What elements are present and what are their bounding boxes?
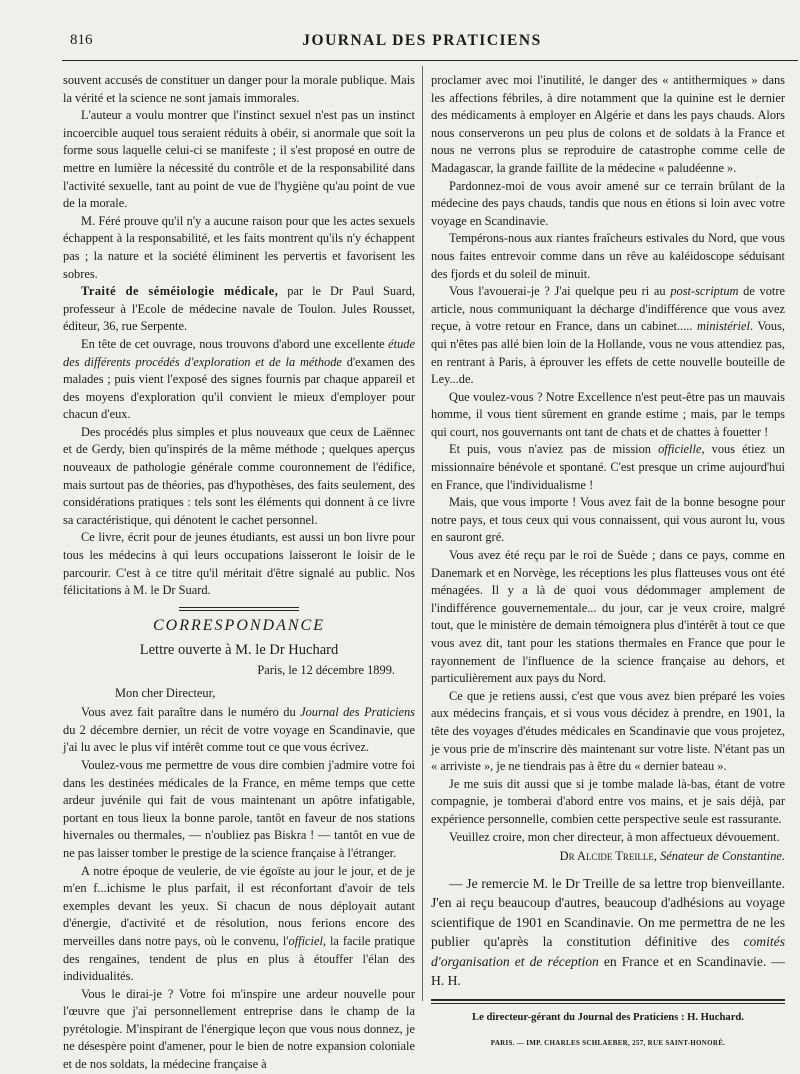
section-separator (179, 607, 299, 611)
text-run: , vous étiez un missionnaire bénévole et spontané. C'est presque un crime aujourd'hui en France, que l'individualisme ! (431, 442, 785, 492)
letter-date: Paris, le 12 décembre 1899. (257, 663, 395, 677)
signature-name: Dr Alcide Treille, (559, 849, 661, 864)
paragraph: souvent accusés de constituer un danger pour la morale publique. Mais la vérité et la science ne sont jamais immorales. (63, 73, 415, 105)
text-run: Vous l'avouerai-je ? J'ai quelque peu ri au (449, 284, 671, 299)
italic-run: post-scriptum (670, 284, 739, 299)
paragraph: M. Féré prouve qu'il n'y a aucune raison pour que les actes sexuels échappent à la responsabilité, et les faits montrent qu'ils n'y échappent pas ; la nature et la société éliminent les pervertis et favorisent les sobres. (63, 213, 415, 281)
text-run: , la facile pratique des rengaines, tendent de plus en plus à étouffer l'élan des individualités. (63, 933, 415, 984)
paragraph: Je me suis dit aussi que si je tombe malade là-bas, étant de votre compagnie, je tomberai d'abord entre vos mains, et je sais déjà, par expérience personnelle, combien cette perspective seule est rassurante. (431, 776, 785, 826)
paragraph: Vous avez été reçu par le roi de Suède ; dans ce pays, comme en Danemark et en Norvège, les réceptions les plus flatteuses vous ont été ménagées. Il y a là de quoi vous dédommager amplement de l'indifférence gouvernementale... du jour, car je veux croire, malgré tout, que le ministère de demain témoignera plus d'intérêt à tout ce que vous avez dit, tant pour les stations thermales en France que pour le rayonnement de l'influence de la science française au dehors, et particulièrement aux pays du Nord. (431, 548, 785, 686)
italic-run: officielle (658, 442, 702, 457)
left-column (63, 72, 415, 1074)
paragraph (63, 863, 415, 986)
printer-line: PARIS. — IMP. CHARLES SCHLAEBER, 257, RUE SAINT-HONORÉ. (490, 1039, 726, 1048)
letter-salutation: Mon cher Directeur, (115, 685, 216, 700)
italic-run: ministériel (696, 319, 750, 334)
text-run: en France et en Scandinavie. — H. H. (431, 953, 785, 989)
text-run: Vous avez fait paraître dans le numéro du (81, 705, 301, 720)
text-run: Et puis, vous n'aviez pas de mission (449, 442, 659, 457)
text-run: A notre époque de veulerie, de vie égoïste au jour le jour, et de je m'en f...ichisme le plus parfait, il est réconfortant d'avoir de tels exemples devant les yeux. Si chacun de nous déployait autant d'énergie, d'activité et de résolution, nous ferions encore des merveilles dans notre pays, où le convenu, l' (63, 863, 415, 948)
director-line: Le directeur-gérant du Journal des Praticiens : H. Huchard. (472, 1011, 744, 1023)
page-header (70, 32, 774, 54)
italic-run: étude des différents procédés d'exploration et de la méthode (63, 336, 415, 369)
paragraph (63, 704, 415, 757)
paragraph: Ce livre, écrit pour de jeunes étudiants, est aussi un bon livre pour tous les médecins à qui leurs occupations laisseront le loisir de le parcourir. C'est à ce titre qu'il méritait d'être signalé au public. Nos félicitations à M. le Dr Suard. (63, 530, 415, 598)
text-run: de votre article, nous communiquant la décharge d'indifférence que vous avez reçue, à votre retour en France, dans un cabinet..... (431, 284, 785, 334)
paragraph (431, 441, 785, 494)
signature-title: Sénateur de Constantine. (660, 849, 785, 864)
book-review-title: Traité de séméiologie médicale, (81, 284, 279, 299)
paragraph: Vous le dirai-je ? Votre foi m'inspire une ardeur nouvelle pour l'œuvre que j'ai personnellement entreprise dans le champ de la pyrétologie. M'inspirant de l'énergique leçon que vous nous donnez, je ne désespère point d'amener, pour le bien de notre expansion coloniale et de nos soldats, la médecine française à (63, 986, 415, 1072)
paragraph: Veuillez croire, mon cher directeur, à mon affectueux dévouement. (449, 829, 780, 844)
column-divider (422, 66, 423, 1001)
editor-note (431, 874, 785, 991)
italic-run: Journal des Praticiens (300, 705, 416, 720)
letter-title: Lettre ouverte à M. le Dr Huchard (139, 642, 339, 659)
paragraph: Que voulez-vous ? Notre Excellence n'est peut-être pas un mauvais homme, il vous tient sûrement en grande estime ; mais, par le temps qui court, nos gouvernants ont tant de chats et de chattes à fouetter ! (431, 389, 785, 439)
paragraph (63, 336, 415, 424)
header-rule (62, 60, 798, 61)
paragraph: Tempérons-nous aux riantes fraîcheurs estivales du Nord, que vous nous faites entrevoir comme dans un rêve au kaléidoscope séduisant des fjords et du soleil de minuit. (431, 231, 785, 281)
paragraph: Pardonnez-moi de vous avoir amené sur ce terrain brûlant de la médecine des pays chauds, tandis que nous en étions si loin avec votre voyage en Scandinavie. (431, 178, 785, 228)
paragraph: proclamer avec moi l'inutilité, le danger des « antithermiques » dans les affections fébriles, à dire notamment que la quinine est le dernier des médicaments à employer en Algérie et dans les pays chauds. Alors nous conserverons un peu plus de colons et de soldats à la France et nous ne verrons plus se reproduire de catastrophe comme celle de Madagascar, la grande faillite de la médecine « paludéenne ». (431, 73, 785, 175)
footer-rule (431, 999, 785, 1004)
italic-run: comités d'organisation et de réception (431, 934, 785, 969)
right-column (431, 72, 785, 1053)
text-run: du 2 décembre dernier, un récit de votre voyage en Scandinavie, que j'ai lu avec le plus vif intérêt comme tout ce que vous écrivez. (63, 722, 415, 755)
paragraph: Ce que je retiens aussi, c'est que vous avez bien préparé les voies aux médecins français, et si vous vous décidez à prendre, en 1901, la tête des voyages d'études médicales en Scandinavie que vous projetez, je vous prie de m'inscrire dès maintenant sur votre liste. N'étant pas un « arriviste », je ne tiendrais pas à être du « dernier bateau ». (431, 688, 785, 774)
paragraph: Voulez-vous me permettre de vous dire combien j'admire votre foi dans les destinées médicales de la France, en même temps que cette ardeur juvénile qui fait de vous maintenant un apôtre infatigable, portant en tous lieux la bonne parole, tantôt en faveur de nos stations hivernales ou thermales, — n'oubliez pas Biskra ! — tantôt en vue de ne pas laisser tomber le prestige de la science française à l'étranger. (63, 757, 415, 860)
journal-title: JOURNAL DES PRATICIENS (302, 32, 542, 49)
section-heading: CORRESPONDANCE (153, 616, 325, 634)
paragraph: L'auteur a voulu montrer que l'instinct sexuel n'est pas un instinct incoercible auquel tous seraient réduits à obéir, si anormale que soit la forme sous laquelle celui-ci se manifeste ; il s'est proposé en outre de mettre en lumière la nécessité du contrôle et de la responsabilité dans l'activité sexuelle, tant au point de vue de l'hygiène qu'au point de vue de la morale. (63, 108, 415, 211)
paragraph (431, 283, 785, 389)
text-run: d'examen des malades ; puis vient l'exposé des signes fournis par chaque appareil et des moyens d'exploration qu'il convient le mieux d'employer pour chacun d'eux. (63, 354, 415, 422)
book-review-entry (63, 283, 415, 336)
paragraph: Des procédés plus simples et plus nouveaux que ceux de Laënnec et de Gerdy, bien qu'inspirés de la même méthode ; quelques aperçus nouveaux de pathologie générale comme couronnement de l'édifice, mais surtout pas de théories, pas d'hypothèses, des faits seulement, des considérations pratiques : tels sont les éléments qui donnent à ce livre sa caractéristique, qui dénotent le cachet personnel. (63, 424, 415, 527)
page-number: 816 (70, 32, 93, 48)
text-run: En tête de cet ouvrage, nous trouvons d'abord une excellente (81, 336, 389, 351)
text-run: — Je remercie M. le Dr Treille de sa lettre trop bienveillante. J'en ai reçu beaucoup d'autres, beaucoup d'adhésions au voyage scientifique de 1901 en Scandinavie. On me permettra de ne les publier qu'après la constitution définitive des (431, 875, 785, 950)
book-review-details: par le Dr Paul Suard, professeur à l'Ecole de médecine navale de Toulon. Jules Rousset, éditeur, 36, rue Serpente. (63, 284, 415, 334)
letter-signature (431, 848, 785, 866)
paragraph: Mais, que vous importe ! Vous avez fait de la bonne besogne pour notre pays, et tous ceux qui vous connaissent, qui vous auront lu, vous en sauront gré. (431, 495, 785, 545)
text-run: . Vous, qui n'êtes pas allé bien loin de la Hollande, vous ne vous attendiez pas, en rentrant à Paris, à éprouver les effets de cette nouvelle bouteille de Ley...de. (431, 319, 785, 387)
italic-run: officiel (288, 933, 323, 948)
